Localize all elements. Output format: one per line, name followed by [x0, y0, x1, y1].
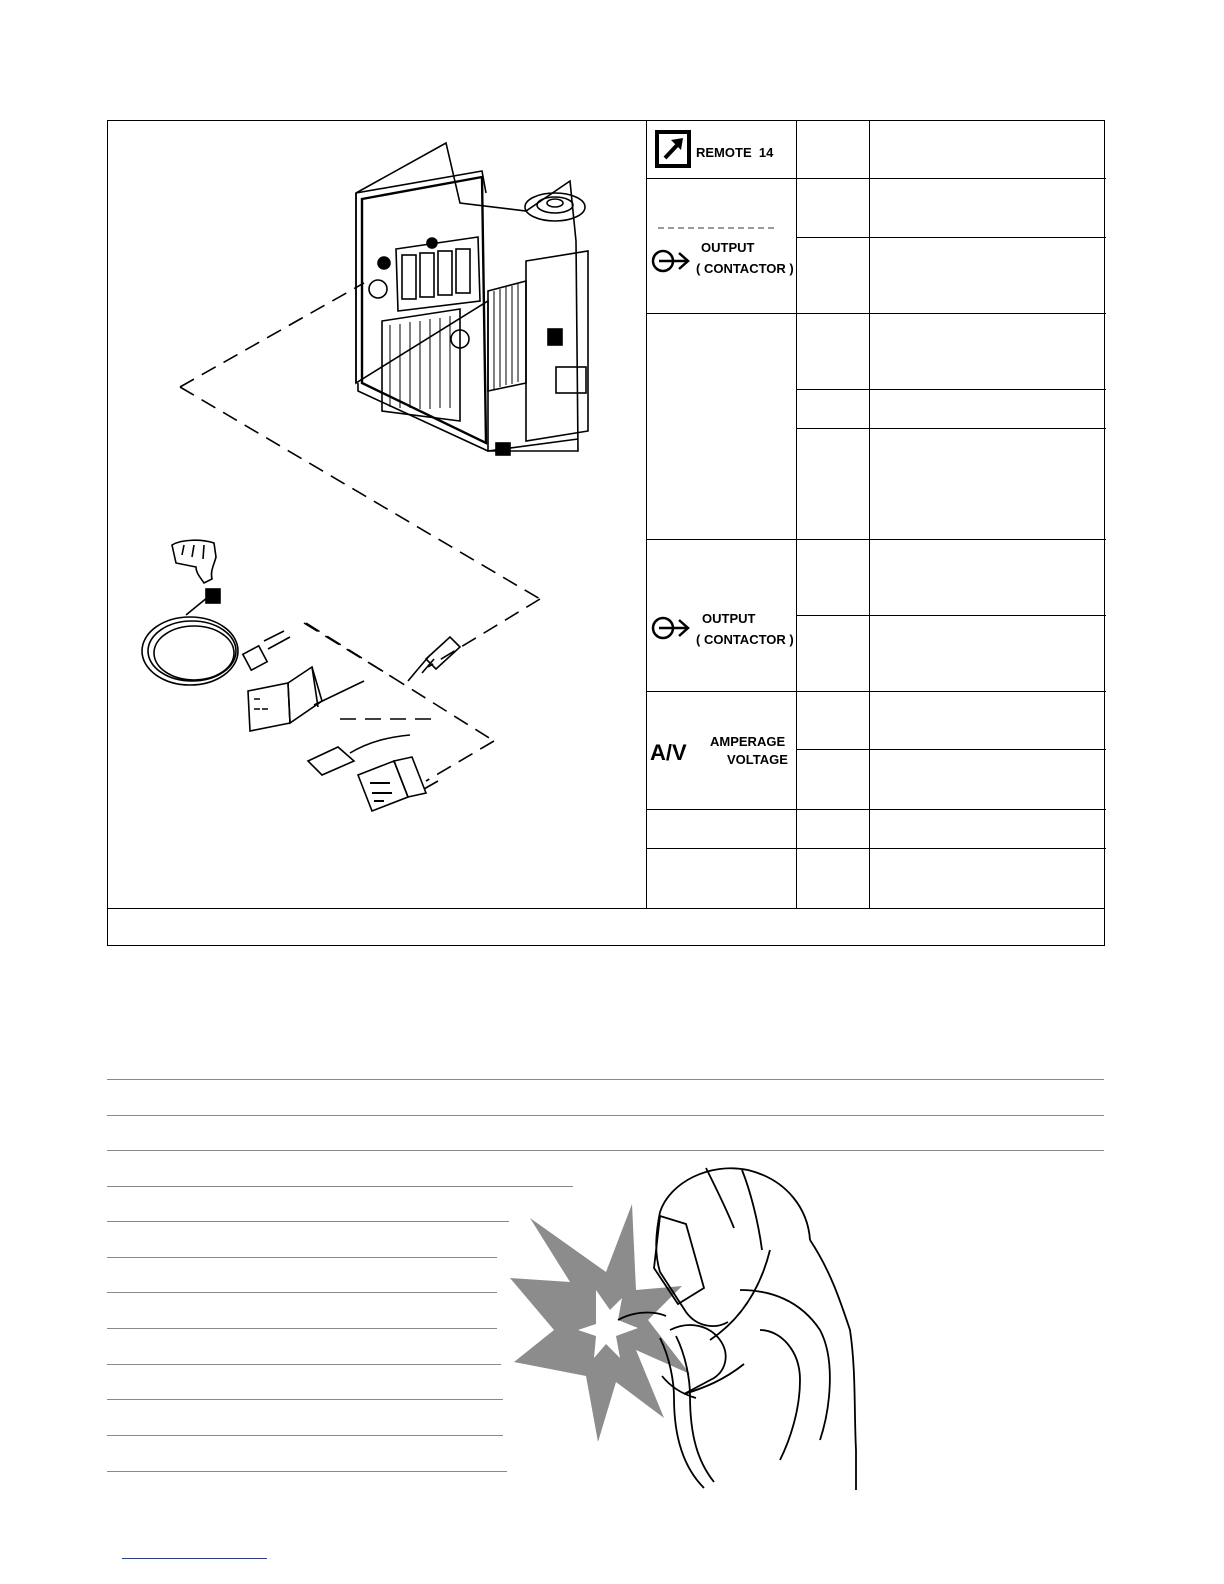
ruled-line [107, 1150, 1104, 1151]
ruled-line [107, 1364, 501, 1365]
row-divider [796, 749, 1106, 750]
welding-generator-illustration [108, 121, 646, 908]
ruled-line [107, 1435, 503, 1436]
contactor-label: ( CONTACTOR ) [696, 261, 794, 276]
ruled-line [107, 1115, 1104, 1116]
ruled-line [107, 1399, 503, 1400]
row-divider [646, 539, 1106, 540]
voltage-label: VOLTAGE [727, 752, 788, 767]
column-divider [869, 121, 870, 908]
column-divider [646, 121, 647, 908]
ruled-line [107, 1079, 1104, 1080]
row-divider [796, 428, 1106, 429]
caption-divider [108, 908, 1105, 909]
figure-table [107, 120, 1105, 946]
remote-14-label: REMOTE 14 [696, 145, 774, 160]
row-divider [646, 178, 1106, 179]
ruled-line [107, 1221, 509, 1222]
ruled-line [107, 1186, 573, 1187]
ruled-line [107, 1257, 497, 1258]
remote-14-icon [655, 129, 691, 169]
output-contactor-icon [651, 614, 691, 642]
output-contactor-icon [651, 247, 691, 275]
amperage-label: AMPERAGE [710, 734, 786, 749]
output-label: OUTPUT [702, 611, 756, 626]
row-divider [796, 615, 1106, 616]
av-symbol: A/V [650, 740, 687, 765]
row-divider [646, 809, 1106, 810]
row-divider [646, 848, 1106, 849]
row-divider [646, 691, 1106, 692]
ruled-line [107, 1471, 507, 1472]
output-label: OUTPUT [701, 240, 755, 255]
row-divider [796, 237, 1106, 238]
welder-illustration [510, 1160, 870, 1490]
row-divider [646, 313, 1106, 314]
contactor-label: ( CONTACTOR ) [696, 632, 794, 647]
ruled-line [107, 1292, 497, 1293]
footer-link-underline[interactable] [122, 1558, 267, 1559]
ruled-line [107, 1328, 497, 1329]
row-divider [796, 389, 1106, 390]
column-divider [796, 121, 797, 908]
faded-text-remnant [658, 227, 774, 229]
